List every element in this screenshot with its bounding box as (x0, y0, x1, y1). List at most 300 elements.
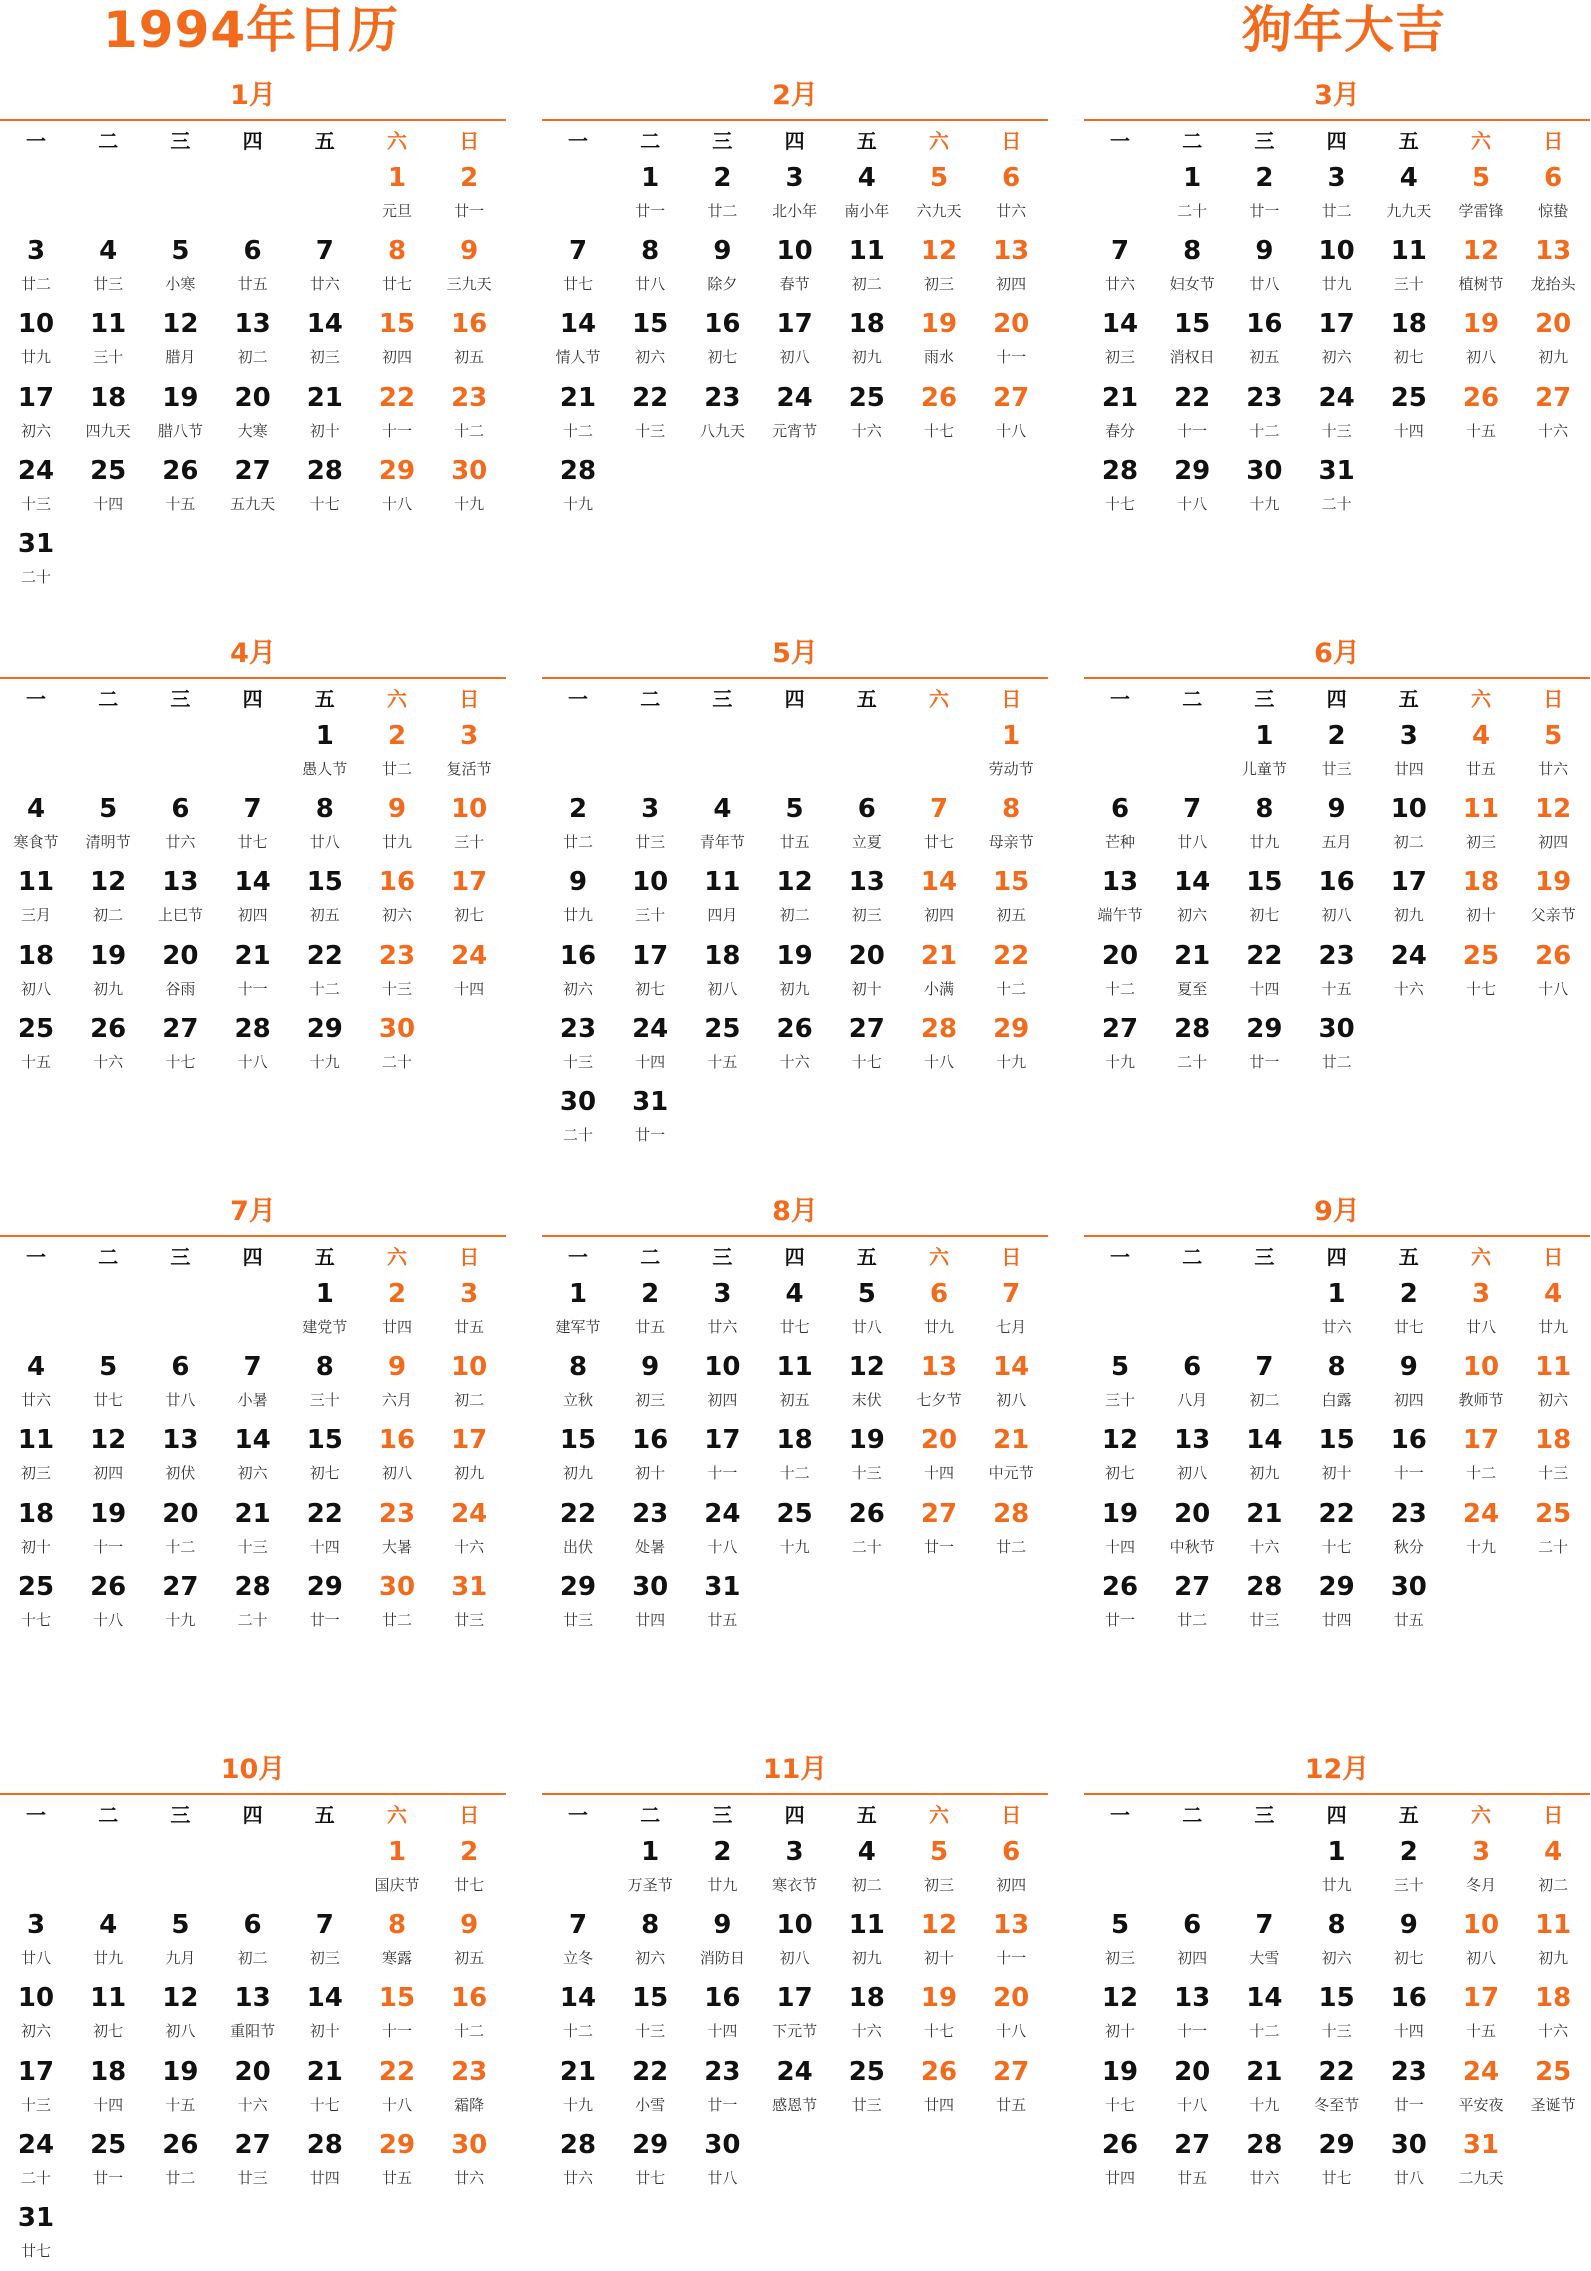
lunar-date: 初六 (635, 1949, 666, 1968)
day-cell (903, 1905, 975, 1978)
lunar-date: 十二 (996, 979, 1027, 998)
lunar-date: 廿八 (1177, 833, 1208, 852)
lunar-date: 十一 (1393, 1464, 1424, 1483)
month-block (542, 1674, 1048, 2234)
lunar-date: 三十 (635, 906, 666, 925)
day-number: 31 (704, 1571, 741, 1602)
lunar-date: 三月 (20, 906, 51, 925)
lunar-date: 廿一 (93, 2168, 124, 2187)
day-cell (433, 1832, 505, 1905)
lunar-date: 二十 (20, 568, 51, 586)
day-cell (975, 1347, 1047, 1420)
lunar-date: 建军节 (555, 1318, 601, 1336)
day-cell (1301, 1494, 1373, 1567)
day-cell (1228, 231, 1300, 304)
day-cell (1445, 1978, 1517, 2051)
lunar-date: 元旦 (381, 202, 412, 220)
lunar-date: 春节 (779, 275, 810, 294)
day-cell (72, 1009, 144, 1082)
weekday-header: 四 (242, 129, 263, 153)
lunar-date: 初九 (562, 1464, 593, 1483)
day-number: 2 (460, 163, 479, 193)
day-cell (217, 1420, 289, 1493)
day-number: 13 (993, 1910, 1030, 1941)
day-cell (1301, 1347, 1373, 1420)
day-number: 10 (776, 1910, 813, 1941)
day-cell (686, 2125, 758, 2198)
day-cell (1445, 716, 1517, 789)
lunar-date: 廿七 (1393, 1318, 1424, 1336)
day-number: 10 (1462, 1352, 1500, 1383)
day-number: 7 (568, 236, 588, 267)
day-number: 30 (451, 455, 488, 486)
day-cell (144, 451, 216, 524)
day-cell (1517, 1420, 1589, 1493)
lunar-date: 初十 (20, 1537, 51, 1556)
day-number: 20 (234, 382, 271, 413)
day-number: 21 (920, 940, 958, 971)
day-cell (614, 1420, 686, 1493)
lunar-date: 十二 (1249, 421, 1280, 440)
lunar-date: 廿八 (707, 2168, 738, 2187)
weekday-header: 六 (1471, 1803, 1491, 1827)
lunar-date: 廿六 (1538, 760, 1569, 778)
month-divider (542, 677, 1048, 679)
lunar-date: 初九 (1538, 1949, 1569, 1968)
lunar-date: 廿三 (454, 1610, 485, 1629)
day-number: 12 (920, 1910, 958, 1941)
day-number: 6 (929, 1279, 949, 1309)
lunar-date: 三十 (1104, 1391, 1135, 1410)
day-cell (0, 231, 72, 304)
weekday-header: 四 (784, 1245, 805, 1269)
lunar-date: 初三 (20, 1464, 51, 1483)
day-cell (72, 2125, 144, 2198)
weekday-header: 日 (459, 129, 480, 153)
lunar-date: 惊蛰 (1538, 202, 1569, 220)
day-cell (361, 1905, 433, 1978)
day-cell (686, 1494, 758, 1567)
day-number: 23 (451, 2056, 488, 2087)
day-number: 18 (1535, 1983, 1572, 2014)
day-cell (831, 862, 903, 935)
day-number: 25 (1462, 940, 1500, 971)
weekday-header: 四 (1326, 1803, 1347, 1827)
day-cell (1301, 158, 1373, 231)
lunar-date: 廿五 (996, 2095, 1027, 2114)
weekday-header: 五 (1398, 1245, 1419, 1269)
day-number: 6 (1002, 163, 1021, 193)
lunar-date: 五九天 (230, 494, 276, 513)
day-cell (1156, 1567, 1228, 1640)
lunar-date: 廿二 (707, 202, 738, 220)
lunar-date: 十三 (635, 421, 666, 440)
lunar-date: 三十 (1393, 275, 1424, 294)
day-number: 4 (857, 1837, 876, 1867)
day-cell (686, 1420, 758, 1493)
day-number: 21 (1101, 382, 1139, 413)
day-number: 14 (993, 1352, 1030, 1383)
lunar-date: 十二 (562, 421, 593, 440)
day-number: 30 (378, 1013, 416, 1044)
lunar-date: 廿一 (1393, 2095, 1424, 2114)
weekday-header: 一 (568, 1245, 588, 1269)
day-cell (686, 1347, 758, 1420)
day-cell (433, 2125, 505, 2198)
day-cell (361, 862, 433, 935)
lunar-date: 廿四 (635, 1610, 666, 1629)
day-number: 12 (848, 1352, 885, 1383)
day-number: 26 (162, 2129, 199, 2160)
day-cell (361, 1494, 433, 1567)
day-number: 25 (848, 382, 885, 413)
lunar-date: 十五 (165, 494, 196, 513)
lunar-date: 十五 (707, 1052, 738, 1071)
day-number: 2 (1255, 163, 1274, 193)
day-number: 1 (1327, 1837, 1346, 1867)
day-number: 16 (451, 309, 488, 340)
lunar-date: 初十 (1321, 1464, 1352, 1483)
lunar-date: 廿四 (309, 2168, 340, 2187)
lunar-date: 十六 (1538, 2022, 1569, 2041)
day-cell (217, 1494, 289, 1567)
day-cell (686, 1274, 758, 1347)
day-cell (1084, 862, 1156, 935)
day-cell (903, 231, 975, 304)
lunar-date: 初九 (93, 979, 124, 998)
day-number: 18 (848, 1983, 885, 2014)
weekday-header: 五 (314, 1245, 335, 1269)
lunar-date: 初八 (779, 348, 810, 367)
day-number: 28 (306, 2129, 343, 2160)
day-number: 3 (1327, 163, 1346, 193)
day-number: 16 (451, 1983, 488, 2014)
day-cell (614, 1009, 686, 1082)
day-number: 30 (632, 1571, 669, 1602)
day-number: 24 (776, 382, 813, 413)
day-cell (831, 1978, 903, 2051)
day-number: 8 (387, 236, 407, 267)
weekday-header: 五 (314, 687, 335, 711)
lunar-date: 初九 (1538, 348, 1569, 367)
weekday-header: 五 (1398, 1803, 1419, 1827)
lunar-date: 小寒 (165, 275, 196, 294)
day-cell (433, 1567, 505, 1640)
day-number: 7 (315, 1910, 334, 1941)
lunar-date: 初二 (93, 906, 124, 925)
weekday-header: 日 (1543, 687, 1564, 711)
month-divider (542, 119, 1048, 121)
day-cell (542, 1420, 614, 1493)
lunar-date: 二十 (1177, 202, 1208, 220)
lunar-date: 消权日 (1169, 348, 1215, 367)
day-cell (1084, 1347, 1156, 1420)
lunar-date: 初三 (1104, 1949, 1135, 1968)
day-cell (361, 1420, 433, 1493)
day-number: 17 (1318, 309, 1355, 340)
day-cell (831, 789, 903, 862)
day-cell (1445, 158, 1517, 231)
day-cell (289, 1567, 361, 1640)
day-cell (1228, 451, 1300, 524)
lunar-date: 十二 (309, 979, 340, 998)
month-divider (1084, 677, 1590, 679)
day-number: 22 (632, 2056, 669, 2087)
day-cell (0, 1009, 72, 1082)
lunar-date: 初二 (454, 1391, 485, 1410)
weekday-header: 六 (929, 1803, 949, 1827)
day-cell (433, 1420, 505, 1493)
lunar-date: 十九 (1104, 1052, 1135, 1071)
day-cell (361, 231, 433, 304)
month-block (542, 558, 1048, 1144)
lunar-date: 十三 (562, 1052, 593, 1071)
weekday-header: 二 (1182, 1245, 1203, 1269)
day-cell (1517, 1274, 1589, 1347)
day-number: 9 (1327, 794, 1346, 825)
lunar-date: 十五 (1465, 2022, 1496, 2041)
lunar-date: 初六 (20, 2022, 51, 2041)
day-number: 20 (162, 1498, 199, 1529)
day-cell (614, 1494, 686, 1567)
day-cell (1084, 1494, 1156, 1567)
day-number: 15 (378, 1983, 416, 2014)
day-number: 7 (243, 794, 262, 825)
lunar-date: 廿七 (237, 833, 268, 852)
day-number: 13 (993, 236, 1030, 267)
weekday-header: 日 (1543, 1803, 1564, 1827)
day-number: 24 (17, 455, 55, 486)
weekday-header: 四 (242, 687, 263, 711)
month-divider (542, 1793, 1048, 1795)
day-number: 20 (848, 940, 885, 971)
lunar-date: 九九天 (1386, 202, 1432, 220)
lunar-date: 廿六 (996, 202, 1027, 220)
lunar-date: 廿一 (1249, 1052, 1280, 1071)
day-number: 26 (776, 1013, 813, 1044)
weekday-header: 一 (1110, 129, 1130, 153)
day-cell (1228, 2052, 1300, 2125)
weekday-header: 二 (98, 1245, 119, 1269)
day-number: 3 (1471, 1837, 1491, 1867)
day-cell (289, 1347, 361, 1420)
lunar-date: 廿二 (381, 1610, 412, 1629)
day-cell (1156, 451, 1228, 524)
lunar-date: 劳动节 (988, 760, 1034, 778)
day-number: 27 (1101, 1013, 1139, 1044)
day-cell (1228, 1494, 1300, 1567)
day-number: 14 (234, 867, 271, 898)
lunar-date: 冬至节 (1314, 2095, 1360, 2114)
day-cell (1301, 231, 1373, 304)
day-cell (1445, 2125, 1517, 2198)
day-cell (1156, 1494, 1228, 1567)
day-cell (903, 1347, 975, 1420)
month-block (542, 1116, 1048, 1676)
day-number: 14 (1174, 867, 1211, 898)
day-number: 27 (993, 382, 1030, 413)
lunar-date: 廿五 (635, 1318, 666, 1336)
lunar-date: 初十 (923, 1949, 954, 1968)
day-number: 30 (559, 1087, 597, 1117)
day-cell (433, 304, 505, 377)
day-number: 29 (378, 455, 416, 486)
day-number: 8 (1327, 1910, 1346, 1941)
day-number: 8 (641, 236, 660, 267)
month-title: 6月 (1314, 638, 1360, 669)
weekday-header: 三 (170, 687, 191, 711)
lunar-date: 初四 (1177, 1949, 1208, 1968)
day-number: 4 (713, 794, 732, 825)
lunar-date: 寒食节 (13, 833, 59, 852)
day-cell (289, 789, 361, 862)
lunar-date: 十二 (454, 421, 485, 440)
weekday-header: 日 (1001, 129, 1022, 153)
day-cell (1084, 2052, 1156, 2125)
day-number: 30 (1246, 455, 1283, 486)
month-divider (0, 1793, 506, 1795)
lunar-date: 初十 (1104, 2022, 1135, 2041)
day-cell (361, 2052, 433, 2125)
day-cell (1373, 378, 1445, 451)
day-cell (831, 378, 903, 451)
lunar-date: 十四 (923, 1464, 954, 1483)
day-number: 11 (1390, 236, 1427, 267)
day-number: 24 (17, 2129, 55, 2160)
day-number: 10 (451, 794, 488, 825)
lunar-date: 初二 (1538, 1876, 1569, 1894)
day-number: 16 (1318, 867, 1355, 898)
lunar-date: 廿五 (454, 1318, 485, 1336)
day-cell (614, 158, 686, 231)
weekday-header: 二 (1182, 129, 1203, 153)
lunar-date: 七夕节 (916, 1391, 962, 1410)
weekday-header: 二 (640, 687, 661, 711)
lunar-date: 十五 (1465, 421, 1496, 440)
day-number: 27 (234, 2129, 271, 2160)
lunar-date: 廿八 (20, 1949, 51, 1968)
day-number: 24 (632, 1013, 669, 1044)
day-number: 15 (1318, 1425, 1355, 1456)
day-cell (903, 2052, 975, 2125)
day-number: 2 (1327, 721, 1346, 751)
lunar-date: 十八 (93, 1610, 124, 1629)
day-cell (614, 304, 686, 377)
day-cell (72, 304, 144, 377)
day-cell (144, 2125, 216, 2198)
day-cell (1228, 1009, 1300, 1082)
day-cell (903, 158, 975, 231)
lunar-date: 十二 (562, 2022, 593, 2041)
day-cell (1084, 789, 1156, 862)
day-cell (542, 862, 614, 935)
day-cell (1301, 716, 1373, 789)
day-number: 9 (641, 1352, 660, 1383)
day-cell (1228, 1347, 1300, 1420)
month-title: 5月 (772, 638, 818, 669)
day-number: 21 (1246, 2056, 1283, 2087)
day-cell (1445, 2052, 1517, 2125)
weekday-header: 五 (856, 1803, 877, 1827)
day-number: 19 (162, 382, 199, 413)
day-cell (1156, 1978, 1228, 2051)
lunar-date: 初三 (923, 275, 954, 294)
day-number: 23 (378, 1498, 416, 1529)
day-number: 7 (568, 1910, 588, 1941)
day-number: 24 (1390, 940, 1427, 971)
day-number: 26 (920, 2056, 958, 2087)
day-number: 25 (90, 2129, 127, 2160)
day-number: 19 (1101, 2056, 1139, 2087)
day-number: 23 (704, 2056, 741, 2087)
lunar-date: 廿八 (1393, 2168, 1424, 2187)
lunar-date: 廿九 (1321, 1876, 1352, 1894)
day-number: 10 (1390, 794, 1427, 825)
weekday-header: 五 (314, 129, 335, 153)
day-number: 20 (1174, 2056, 1211, 2087)
day-cell (1517, 1905, 1589, 1978)
lunar-date: 小满 (923, 979, 954, 998)
day-cell (614, 2125, 686, 2198)
weekday-header: 四 (784, 1803, 805, 1827)
day-cell (614, 231, 686, 304)
lunar-date: 十一 (381, 2022, 412, 2041)
weekday-header: 五 (314, 1803, 335, 1827)
lunar-date: 十一 (93, 1537, 124, 1556)
weekday-header: 三 (712, 129, 733, 153)
day-number: 28 (1246, 2129, 1283, 2160)
weekday-header: 日 (1543, 129, 1564, 153)
lunar-date: 十三 (851, 1464, 882, 1483)
day-number: 10 (1462, 1910, 1500, 1941)
lunar-date: 教师节 (1458, 1391, 1504, 1410)
day-cell (759, 1832, 831, 1905)
day-cell (1517, 1347, 1589, 1420)
day-cell (686, 1978, 758, 2051)
day-cell (1373, 2125, 1445, 2198)
weekday-header: 一 (568, 129, 588, 153)
lunar-date: 大寒 (237, 421, 268, 440)
day-number: 26 (848, 1498, 885, 1529)
day-number: 10 (704, 1352, 741, 1383)
lunar-date: 寒露 (381, 1949, 412, 1968)
lunar-date: 初二 (779, 906, 810, 925)
day-cell (903, 378, 975, 451)
day-cell (903, 1274, 975, 1347)
day-number: 8 (387, 1910, 407, 1941)
day-cell (831, 1494, 903, 1567)
day-cell (217, 2052, 289, 2125)
lunar-date: 廿三 (237, 2168, 268, 2187)
day-number: 5 (857, 1279, 876, 1309)
lunar-date: 廿六 (1321, 1318, 1352, 1336)
lunar-date: 十三 (1321, 421, 1352, 440)
day-cell (72, 936, 144, 1009)
day-number: 24 (776, 2056, 813, 2087)
lunar-date: 廿二 (1321, 1052, 1352, 1071)
lunar-date: 初三 (635, 1391, 666, 1410)
day-number: 23 (1390, 1498, 1427, 1529)
weekday-header: 日 (459, 1803, 480, 1827)
day-number: 17 (17, 2056, 55, 2087)
day-cell (1301, 1832, 1373, 1905)
day-number: 17 (632, 940, 669, 971)
day-cell (433, 158, 505, 231)
weekday-header: 三 (1254, 1803, 1275, 1827)
day-cell (1445, 1420, 1517, 1493)
day-cell (1301, 1274, 1373, 1347)
day-cell (1156, 2125, 1228, 2198)
